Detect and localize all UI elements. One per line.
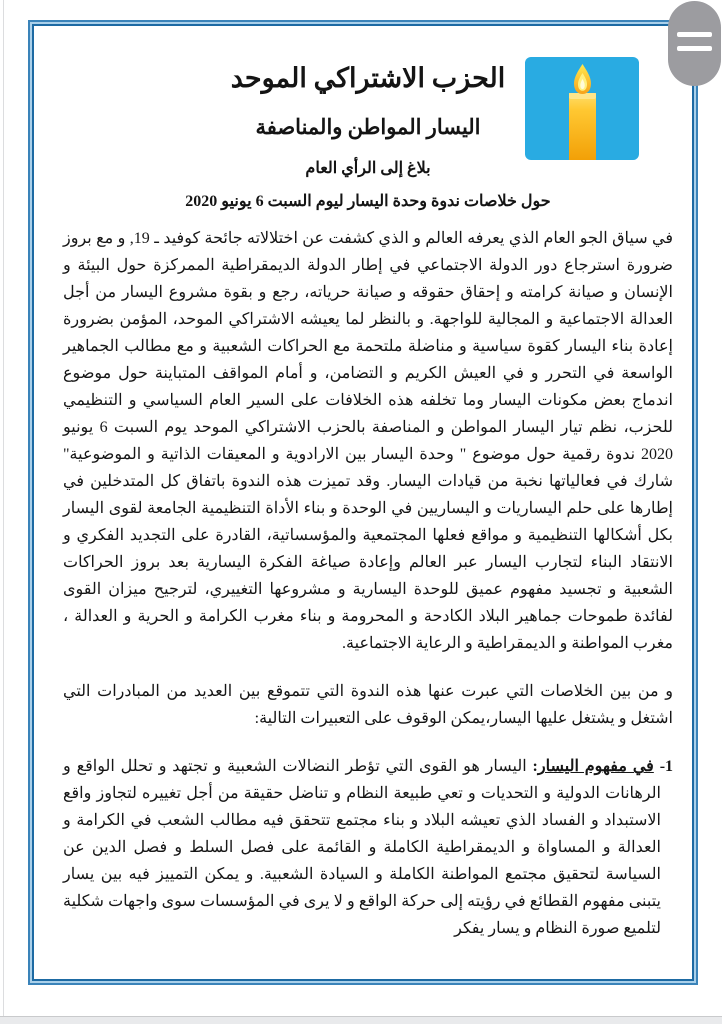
hamburger-menu-icon (668, 32, 721, 51)
subject-heading: حول خلاصات ندوة وحدة اليسار ليوم السبت 6 يونيو 2020 (185, 193, 551, 211)
body-paragraph-2: و من بين الخلاصات التي عبرت عنها هذه الندوة التي تتموقع بين العديد من المبادرات التي اشتغل و يشتغل عليها اليسار،يمكن الوقوف على التعبيرات التالية: (63, 683, 674, 728)
menu-bar (677, 46, 712, 51)
item-heading: في مفهوم اليسار (537, 758, 654, 776)
page-edge-line (3, 0, 4, 1016)
item-number: 1- (659, 758, 674, 776)
item-heading-colon: : (532, 758, 538, 776)
item-text: اليسار هو القوى التي تؤطر النضالات الشعبية و تجتهد و تحلل الواقع و الرهانات الدولية و التحديات و تعي طبيعة النظام و تناضل حقيقة من أجل تغييره لتجاوز واقع الاستبداد و الفساد الذي تعيشه البلاد و بناء مجتمع تتحقق فيه مطالب الشعب في الكرامة و العدالة و المساواة و الديمقراطية الكاملة و القائمة على فصل السلط و فصل الدين عن السياسة لتحقيق مجتمع المواطنة الكاملة و السيادة الشعبية. و يمكن التمييز فيه بين يسار يتبنى مفهوم القطائع في رؤيته إلى حركة الواقع و لا يرى في المؤسسات سوى واجهات شكلية لتلميع صورة النظام و يسار يفكر (63, 758, 662, 938)
body-paragraph-1: في سياق الجو العام الذي يعرفه العالم و الذي كشفت عن اختلالاته جائحة كوفيد ـ 19, و مع بروز ضرورة استرجاع دور الدولة الاجتماعي في إطار الدولة الديمقراطية الممركزة حول البيئة و الإنسان و صيانة كرامته و إحقاق حقوقه و صيانة حرياته، رجع و بقوة مشروع اليسار من أجل العدالة الاجتماعية و المجالية للواجهة. و بالنظر لما يعيشه الاشتراكي الموحد، المؤمن بضرورة إعادة بناء اليسار كقوة سياسية و مناضلة ملتحمة مع الحراكات الشعبية و مع مطالب الجماهير الواسعة في التحرر و في العيش الكريم و التضامن، و أمام المواقف المتباينة حول موضوع اندماج بعض مكونات اليسار وما تخلفه هذه الخلافات على السير العام السياسي و التنظيمي للحزب، نظم تيار اليسار المواطن و المناصفة بالحزب الاشتراكي الموحد يوم السبت 6 يونيو 2020 ندوة رقمية حول موضوع " وحدة اليسار بين الارادوية و المعيقات الذاتية و الموضوعية" شارك في فعالياتها نخبة من قيادات اليسار. وقد تميزت هذه الندوة باتفاق كل المتدخلين في إطارها على حلم اليساريات و اليساريين في الوحدة و بناء الأداة التنظيمية الجامعة لقوى اليسار بكل أشكالها التنظيمية و مواقع فعلها المجتمعية والمؤسساتية، القادرة على التجديد الفكري و الانتقاد البناء لتجارب اليسار عبر العالم وإعادة صياغة الفكرة اليسارية بعد بروز الحراكات الشعبية و تجسيد مفهوم عميق للوحدة اليسارية و مشروعها التغييري، لترجيح ميزان القوى لفائدة طموحات جماهير البلاد الكادحة و المحرومة و بناء مغرب الكرامة و الحرية و العدالة ، مغرب المواطنة و الديمقراطية و الرعاية الاجتماعية. (63, 230, 673, 653)
menu-button[interactable] (668, 1, 721, 86)
page-border-frame-light (30, 22, 696, 983)
page-content (32, 24, 694, 981)
party-name-title: الحزب الاشتراكي الموحد (230, 63, 506, 93)
party-slogan: اليسار المواطن والمناصفة (255, 115, 481, 140)
page-border-frame (28, 20, 698, 985)
menu-bar (677, 32, 712, 37)
candle-icon (525, 57, 639, 160)
notice-heading: بلاغ إلى الرأي العام (305, 160, 431, 178)
viewer-bottom-strip (0, 1016, 722, 1024)
party-logo (525, 57, 639, 160)
list-item-1 (63, 753, 673, 942)
